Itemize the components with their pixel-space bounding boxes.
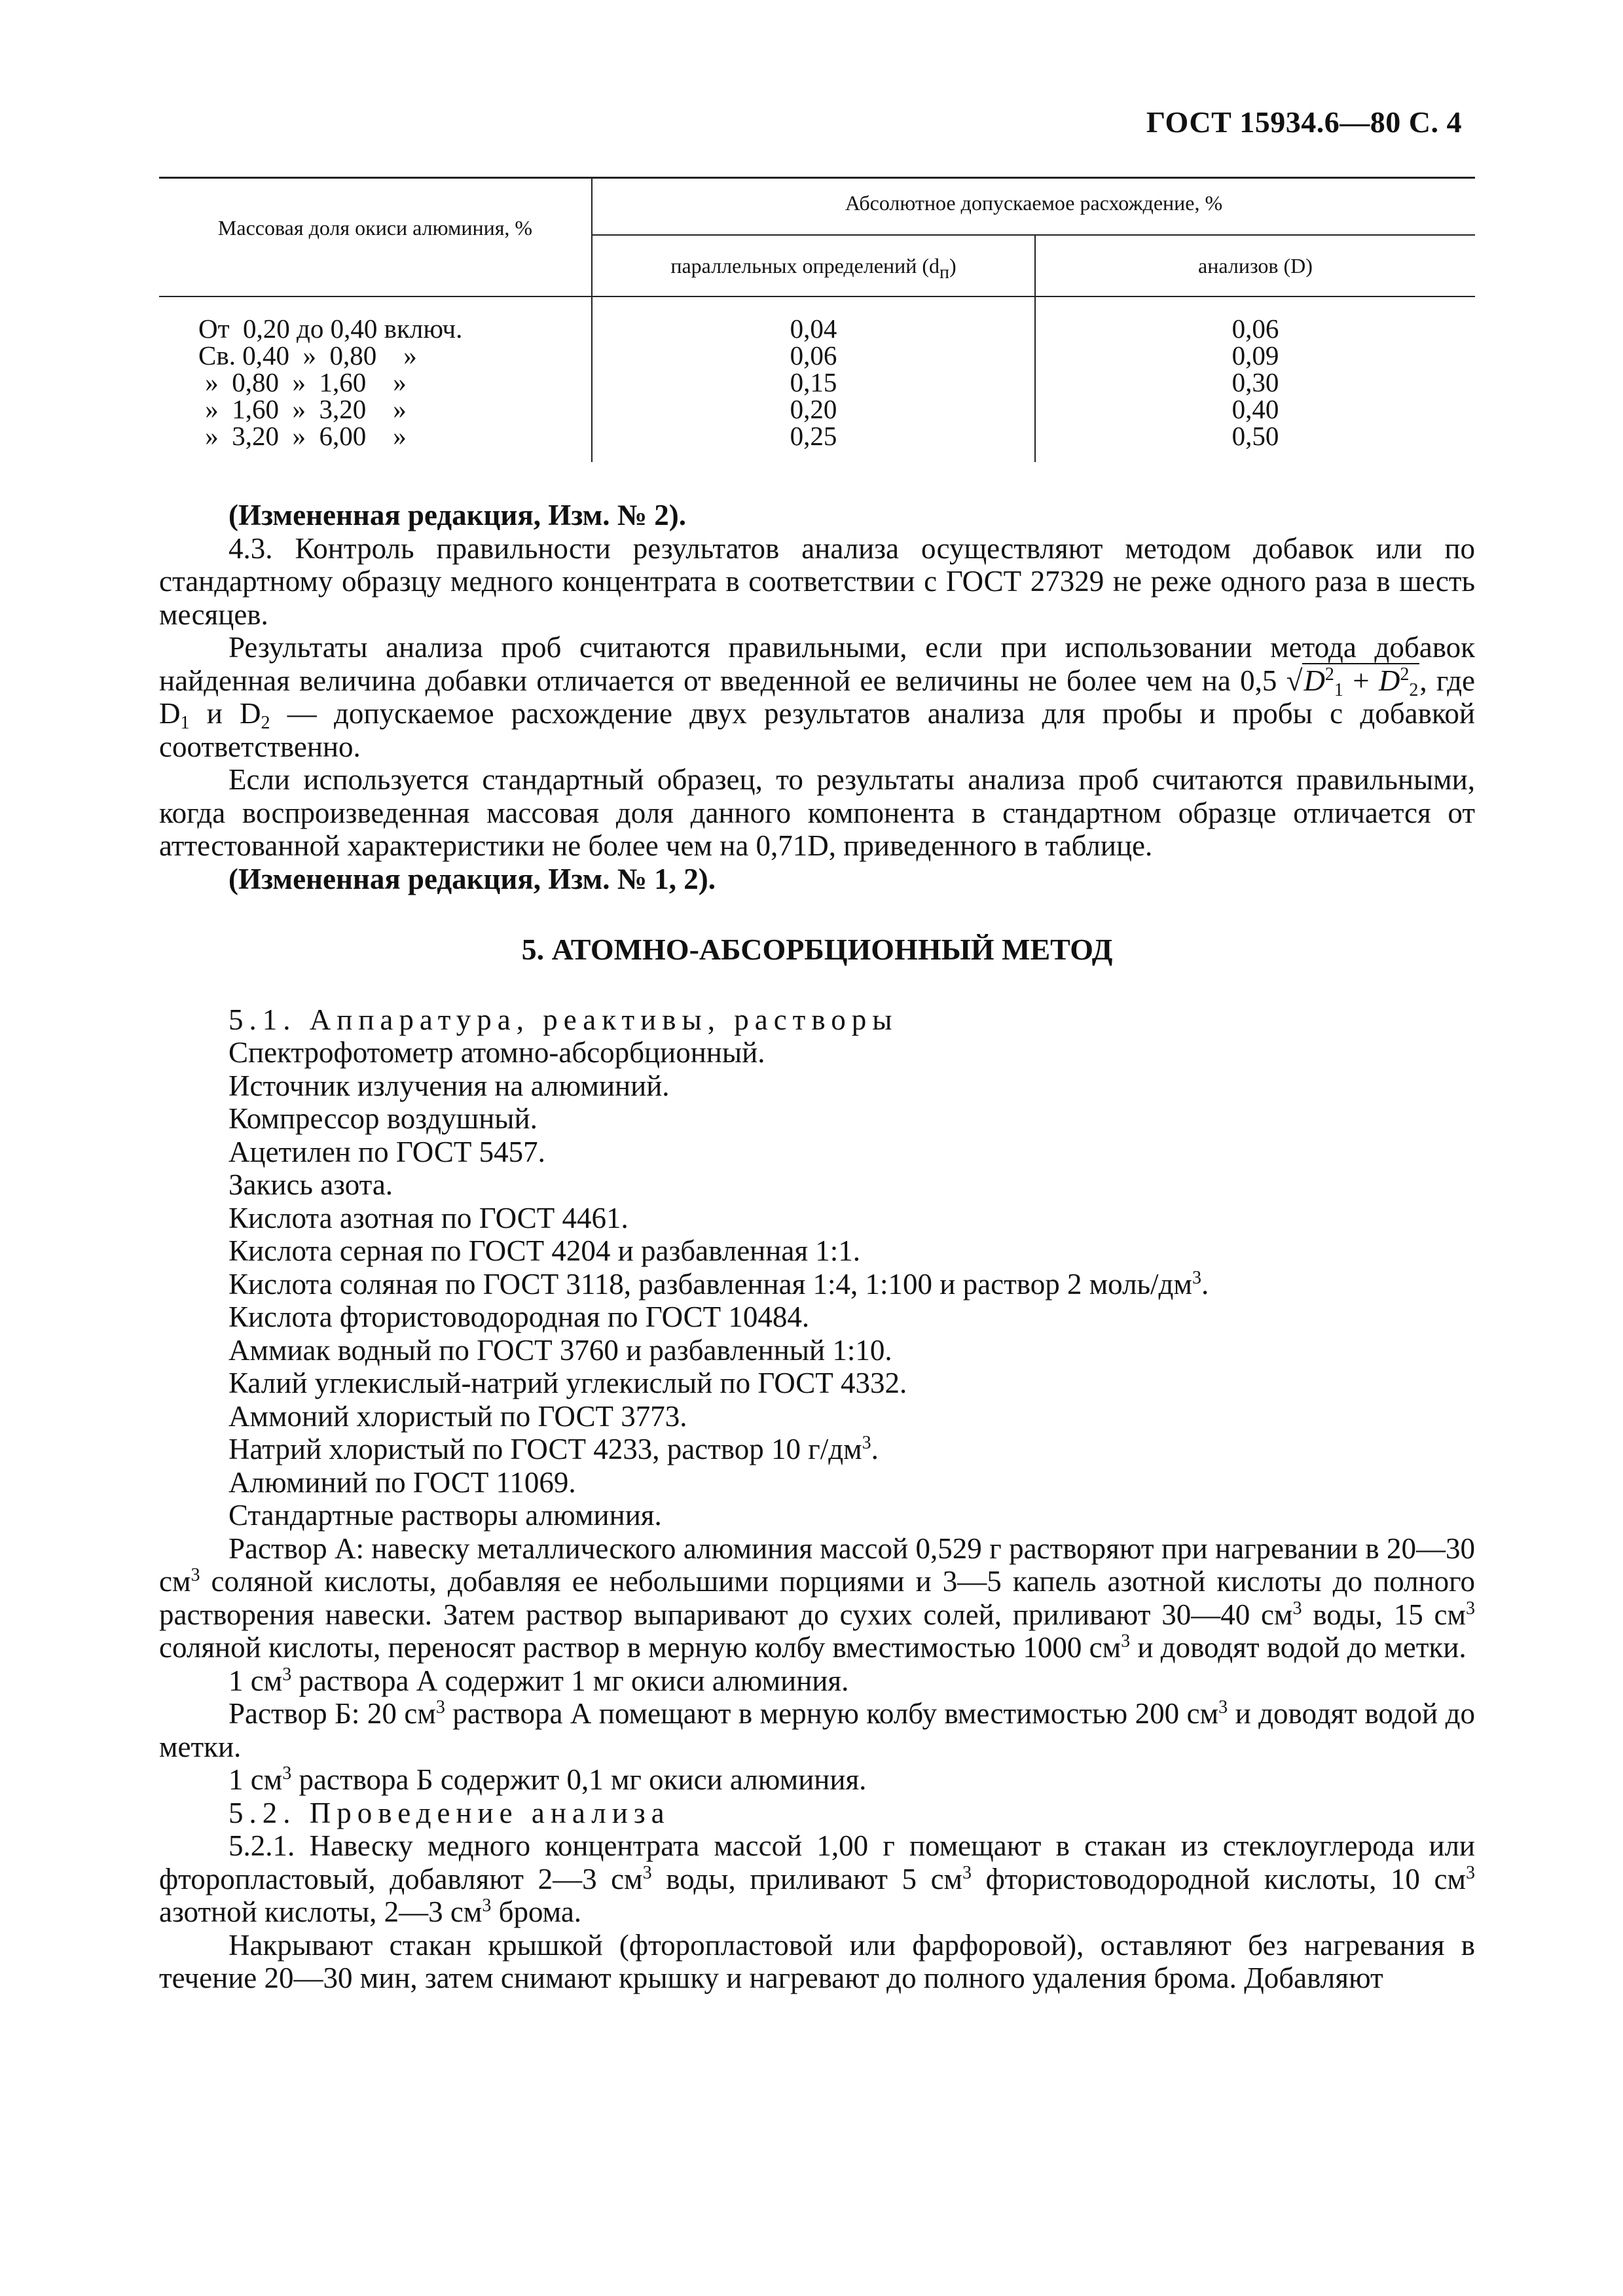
list-item: Ацетилен по ГОСТ 5457. <box>228 1135 545 1168</box>
table-subheader-rule <box>593 234 1475 236</box>
list-item: Спектрофотометр атомно-абсорбционный. <box>228 1036 765 1069</box>
table-top-rule <box>159 177 1475 179</box>
list-item: Натрий хлористый по ГОСТ 4233, раствор 10 $г/дм^3$. <box>228 1433 879 1465</box>
list-item: Аммиак водный по ГОСТ 3760 и разбавленный 1:10. <box>228 1333 892 1367</box>
row-analyses-value: 0,09 <box>1231 340 1279 370</box>
list-item: Стандартные растворы алюминия. <box>228 1499 662 1532</box>
list-item: Кислота серная по ГОСТ 4204 и разбавленная 1:1. <box>228 1234 861 1267</box>
row-analyses-value: 0,30 <box>1231 367 1279 397</box>
list-item: Аммоний хлористый по ГОСТ 3773. <box>228 1399 687 1433</box>
paragraph-results-additions: Результаты анализа проб считаются правильными, если при использовании метода добавок найденная величина добавки отличается от введенной ее величины не более чем на 0,5 $√D^2_1 + D^2_2$, где $D_1$ и $D_2$ — допускаемое расхождение двух результатов анализа для пробы и пробы с добавкой соответственно. <box>159 631 1476 763</box>
list-item: Алюминий по ГОСТ 11069. <box>228 1465 576 1499</box>
list-item: Закись азота. <box>228 1168 393 1201</box>
table-row <box>159 396 1475 423</box>
subsection-5-2: 5.2. Проведение анализа <box>228 1796 670 1829</box>
paragraph-cover-glass: Накрывают стакан крышкой (фторопластовой или фарфоровой), оставляют без нагревания в течение 20—30 мин, затем снимают крышку и нагревают до полного удаления брома. Добавляют <box>159 1928 1475 1994</box>
row-analyses-value: 0,50 <box>1231 421 1279 451</box>
row-parallel-value: 0,15 <box>790 367 837 397</box>
row-range-label: » 3,20 » 6,00 » <box>198 421 407 451</box>
table-row <box>159 342 1475 369</box>
paragraph-5-2-1: 5.2.1. Навеску медного концентрата массой 1,00 г помещают в стакан из стеклоуглерода или фторопластовый, добавляют 2—3 $см^3$ воды, приливают 5 $см^3$ фтористоводородной кислоты, 10 $см^3$ азотной кислоты, 2—3 $см^3$ брома. <box>159 1829 1475 1928</box>
row-parallel-value: 0,04 <box>790 314 837 344</box>
list-item: Кислота соляная по ГОСТ 3118, разбавленная 1:4, 1:100 и раствор 2 моль/$дм^3$. <box>228 1267 1209 1300</box>
page-header: ГОСТ 15934.6—80 С. 4 <box>1146 105 1462 139</box>
formula-sqrt: $√D^2_1 + D^2_2$ <box>1286 664 1419 700</box>
row-parallel-value: 0,25 <box>790 421 837 451</box>
paragraph-solution-a: Раствор А: навеску металлического алюминия массой 0,529 г растворяют при нагревании в 20—30 $см^3$ соляной кислоты, добавляя ее небольшими порциями и 3—5 капель азотной кислоты до полного растворения навески. Затем раствор выпаривают до сухих солей, приливают 30—40 $см^3$ воды, 15 $см^3$ соляной кислоты, переносят раствор в мерную колбу вместимостью 1000 $см^3$ и доводят водой до метки. <box>159 1532 1475 1664</box>
list-item: Источник излучения на алюминий. <box>228 1069 670 1102</box>
row-parallel-value: 0,20 <box>790 394 837 424</box>
row-range-label: Св. 0,40 » 0,80 » <box>198 340 417 370</box>
paragraph-solution-b: Раствор Б: 20 $см^3$ раствора А помещают в мерную колбу вместимостью 200 $см^3$ и доводят водой до метки. <box>159 1697 1475 1763</box>
paragraph-4-3: 4.3. Контроль правильности результатов анализа осуществляют методом добавок или по стандартному образцу медного концентрата в соответствии с ГОСТ 27329 не реже одного раза в шесть месяцев. <box>159 531 1475 631</box>
paragraph-solution-a-content: 1 $см^3$ раствора А содержит 1 мг окиси алюминия. <box>228 1664 849 1697</box>
col-header-parallel: параллельных определений $(d_п)$ <box>670 254 957 283</box>
list-item: Кислота фтористоводородная по ГОСТ 10484. <box>228 1300 810 1333</box>
row-range-label: » 1,60 » 3,20 » <box>198 394 407 424</box>
col-header-mass-fraction: Массовая доля окиси алюминия, % <box>217 216 533 240</box>
col-header-analyses: анализов (D) <box>1198 254 1313 278</box>
table-row <box>159 423 1475 450</box>
paragraph-solution-b-content: 1 $см^3$ раствора Б содержит 0,1 мг окиси алюминия. <box>228 1763 867 1796</box>
row-parallel-value: 0,06 <box>790 340 837 370</box>
list-item: Кислота азотная по ГОСТ 4461. <box>228 1201 629 1234</box>
edit-note-1: (Измененная редакция, Изм. № 2). <box>228 499 687 531</box>
subsection-5-1: 5.1. Аппаратура, реактивы, растворы <box>228 1003 898 1036</box>
row-range-label: » 0,80 » 1,60 » <box>198 367 407 397</box>
list-item: Калий углекислый-натрий углекислый по ГОСТ 4332. <box>228 1367 907 1399</box>
row-analyses-value: 0,06 <box>1231 314 1279 344</box>
row-analyses-value: 0,40 <box>1231 394 1279 424</box>
col-header-group: Абсолютное допускаемое расхождение, % <box>845 191 1223 215</box>
row-range-label: От 0,20 до 0,40 включ. <box>198 314 463 344</box>
table-header-rule <box>159 296 1475 297</box>
table-row <box>159 315 1475 342</box>
paragraph-standard-sample: Если используется стандартный образец, то результаты анализа проб считаются правильными, когда воспроизведенная массовая доля данного компонента в стандартном образце отличается от аттестованной характеристики не более чем на 0,71D, приведенного в таблице. <box>159 763 1475 862</box>
document-body <box>159 499 1475 1995</box>
reagent-list <box>159 1036 1475 1532</box>
table-row <box>159 369 1475 396</box>
section-5-title: 5. АТОМНО-АБСОРБЦИОННЫЙ МЕТОД <box>521 933 1113 966</box>
list-item: Компрессор воздушный. <box>228 1102 538 1135</box>
edit-note-2: (Измененная редакция, Изм. № 1, 2). <box>228 862 716 895</box>
